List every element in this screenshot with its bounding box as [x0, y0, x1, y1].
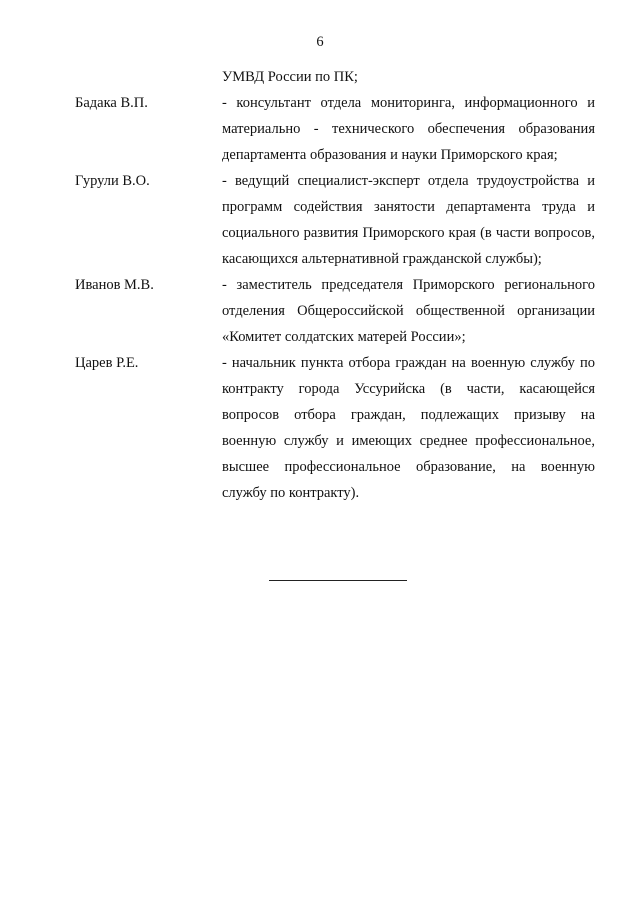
member-description: - начальник пункта отбора граждан на военную службу по контракту города Уссурийска (в части, касающейся вопросов отбора граждан, подлежащих призыву на военную службу и имеющих среднее профессиональное, высшее профессиональное образование, на военную службу по контракту).	[222, 355, 595, 501]
member-name: Бадака В.П.	[75, 95, 148, 111]
member-description: - заместитель председателя Приморского регионального отделения Общероссийской общественной организации «Комитет солдатских матерей России»;	[222, 277, 595, 345]
member-entry	[75, 168, 595, 272]
member-description: - ведущий специалист-эксперт отдела трудоустройства и программ содействия занятости департамента труда и социального развития Приморского края (в части вопросов, касающихся альтернативной гражданской службы);	[222, 173, 595, 267]
member-entry	[75, 350, 595, 506]
member-list	[75, 90, 595, 506]
member-name: Иванов М.В.	[75, 277, 154, 293]
page-number: 6	[316, 34, 324, 50]
member-name: Гурули В.О.	[75, 173, 150, 189]
member-description: - консультант отдела мониторинга, информационного и материально - технического обеспечения образования департамента образования и науки Приморского края;	[222, 95, 595, 163]
member-entry	[75, 90, 595, 168]
continuation-text: УМВД России по ПК;	[222, 69, 358, 85]
member-entry	[75, 272, 595, 350]
member-name: Царев Р.Е.	[75, 355, 139, 371]
end-divider-line	[269, 580, 407, 581]
